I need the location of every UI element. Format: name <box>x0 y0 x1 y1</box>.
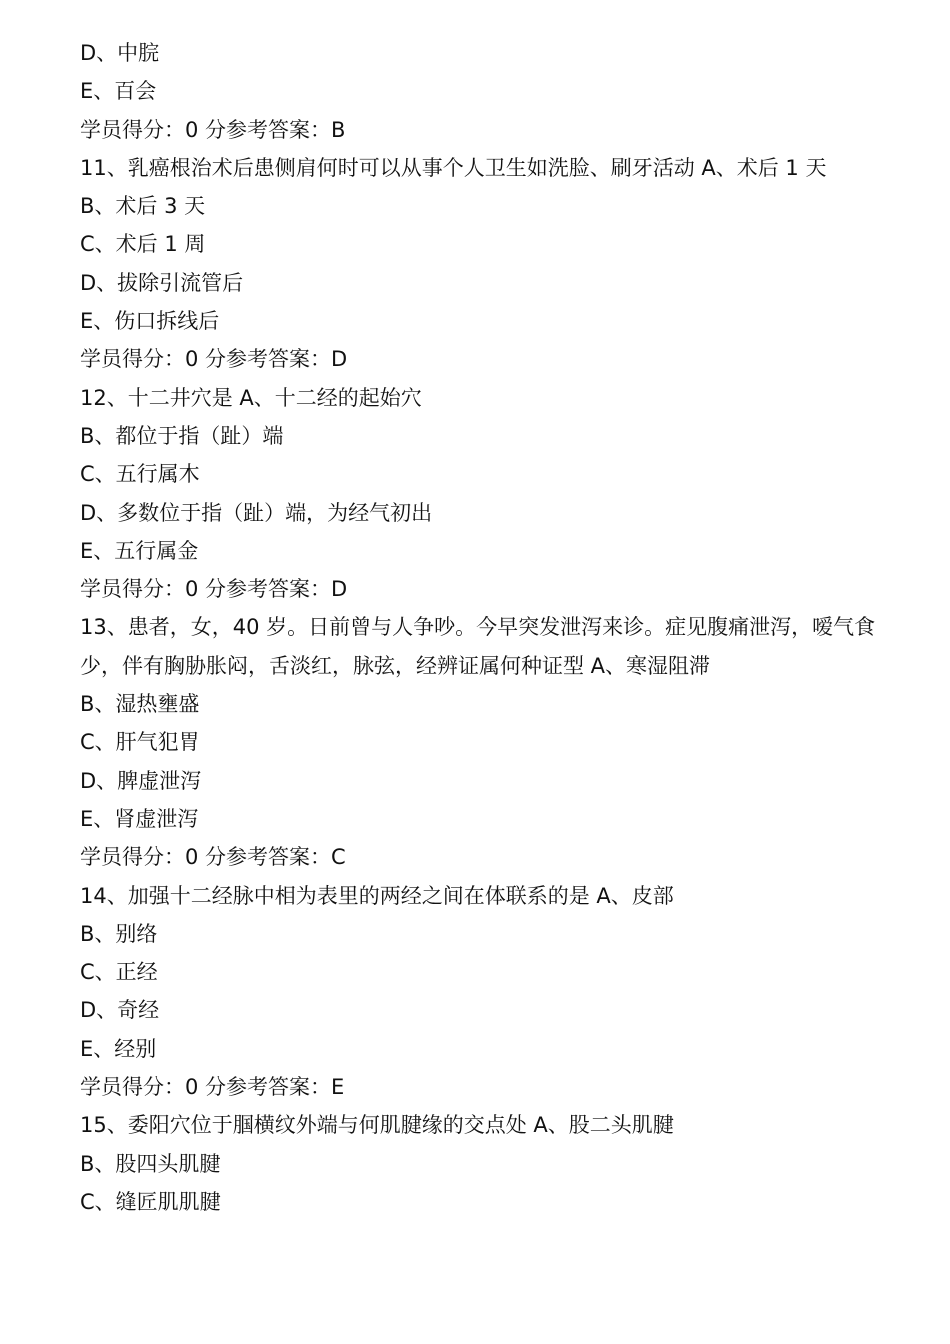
option-line: E、百会 <box>80 79 157 104</box>
option-line: D、奇经 <box>80 998 160 1023</box>
option-line: D、拔除引流管后 <box>80 270 244 295</box>
option-line: E、经别 <box>80 1036 157 1061</box>
option-line: B、别络 <box>80 921 158 946</box>
option-line: E、五行属金 <box>80 538 199 563</box>
question-13: 13、患者，女，40 岁。日前曾与人争吵。今早突发泄泻来诊。症见腹痛泄泻，嗳气食少，伴有胸胁胀闷，舌淡红，脉弦，经辨证属何种证型 A、寒湿阻滞 <box>80 615 876 678</box>
score-answer-line: 学员得分：0 分参考答案：C <box>80 845 346 870</box>
option-line: B、湿热壅盛 <box>80 692 200 717</box>
document-body <box>80 34 880 1221</box>
option-line: D、中脘 <box>80 41 160 65</box>
question-11: 11、乳癌根治术后患侧肩何时可以从事个人卫生如洗脸、刷牙活动 A、术后 1 天 <box>80 155 827 180</box>
option-line: C、缝匠肌肌腱 <box>80 1189 221 1214</box>
option-line: E、伤口拆线后 <box>80 309 220 334</box>
option-line: C、正经 <box>80 960 158 985</box>
option-line: C、术后 1 周 <box>80 232 206 257</box>
option-line: C、肝气犯胃 <box>80 730 200 755</box>
option-line: C、五行属木 <box>80 462 200 487</box>
option-line: B、都位于指（趾）端 <box>80 423 284 448</box>
score-answer-line: 学员得分：0 分参考答案：D <box>80 577 348 602</box>
score-answer-line: 学员得分：0 分参考答案：B <box>80 117 346 142</box>
score-answer-line: 学员得分：0 分参考答案：E <box>80 1075 345 1100</box>
option-line: B、术后 3 天 <box>80 194 206 219</box>
option-line: B、股四头肌腱 <box>80 1151 221 1176</box>
question-12: 12、十二井穴是 A、十二经的起始穴 <box>80 385 422 410</box>
question-14: 14、加强十二经脉中相为表里的两经之间在体联系的是 A、皮部 <box>80 883 674 908</box>
question-15: 15、委阳穴位于腘横纹外端与何肌腱缘的交点处 A、股二头肌腱 <box>80 1113 674 1138</box>
option-line: D、多数位于指（趾）端，为经气初出 <box>80 500 433 525</box>
score-answer-line: 学员得分：0 分参考答案：D <box>80 347 348 372</box>
option-line: E、肾虚泄泻 <box>80 806 199 831</box>
option-line: D、脾虚泄泻 <box>80 768 202 793</box>
